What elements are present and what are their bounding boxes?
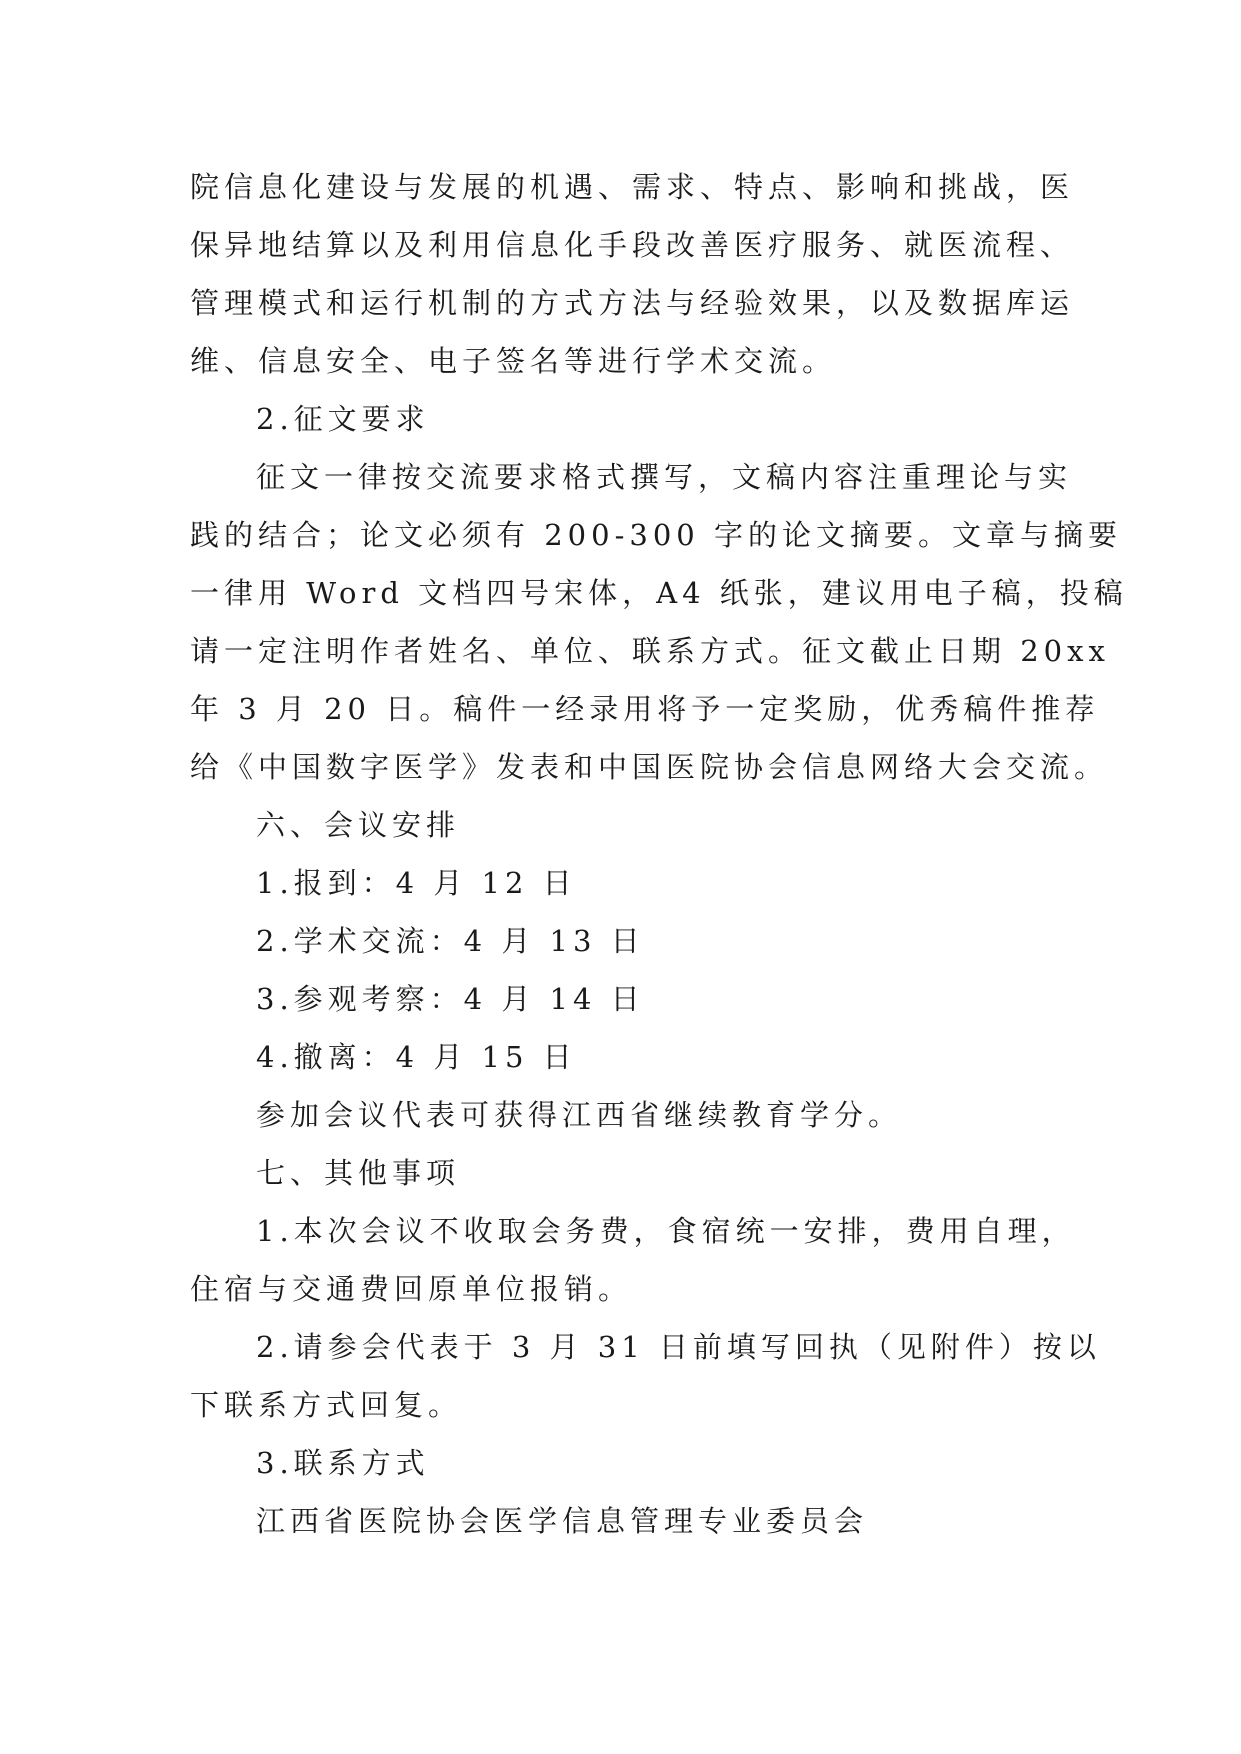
- schedule-item: 3.参观考察：4 月 14 日: [256, 982, 645, 1016]
- body-line: 维、信息安全、电子签名等进行学术交流。: [190, 344, 837, 378]
- document-body: [190, 158, 1128, 1550]
- body-line: 管理模式和运行机制的方式方法与经验效果，以及数据库运: [190, 286, 1075, 320]
- schedule-item: 1.报到：4 月 12 日: [256, 866, 577, 900]
- body-line: 征文一律按交流要求格式撰写，文稿内容注重理论与实: [256, 460, 1073, 494]
- body-line: 保异地结算以及利用信息化手段改善医疗服务、就医流程、: [190, 228, 1075, 262]
- section-heading-essay-requirements: 2.征文要求: [256, 402, 430, 436]
- body-line: 参加会议代表可获得江西省继续教育学分。: [256, 1098, 903, 1132]
- body-line: 下联系方式回复。: [190, 1388, 463, 1422]
- body-line: 践的结合；论文必须有 200-300 字的论文摘要。文章与摘要: [190, 518, 1122, 552]
- section-heading-meeting-schedule: 六、会议安排: [256, 808, 461, 842]
- contact-organization: 江西省医院协会医学信息管理专业委员会: [256, 1504, 869, 1538]
- schedule-item: 4.撤离：4 月 15 日: [256, 1040, 577, 1074]
- body-line: 1.本次会议不收取会务费，食宿统一安排，费用自理，: [256, 1214, 1076, 1248]
- body-line: 住宿与交通费回原单位报销。: [190, 1272, 633, 1306]
- section-heading-other-matters: 七、其他事项: [256, 1156, 461, 1190]
- schedule-item: 2.学术交流：4 月 13 日: [256, 924, 645, 958]
- body-line: 一律用 Word 文档四号宋体，A4 纸张，建议用电子稿，投稿: [190, 576, 1128, 610]
- body-line: 年 3 月 20 日。稿件一经录用将予一定奖励，优秀稿件推荐: [190, 692, 1100, 726]
- body-line: 2.请参会代表于 3 月 31 日前填写回执（见附件）按以: [256, 1330, 1101, 1364]
- section-heading-contact: 3.联系方式: [256, 1446, 430, 1480]
- body-line: 给《中国数字医学》发表和中国医院协会信息网络大会交流。: [190, 750, 1109, 784]
- body-line: 院信息化建设与发展的机遇、需求、特点、影响和挑战，医: [190, 170, 1075, 204]
- body-line: 请一定注明作者姓名、单位、联系方式。征文截止日期 20xx: [190, 634, 1110, 668]
